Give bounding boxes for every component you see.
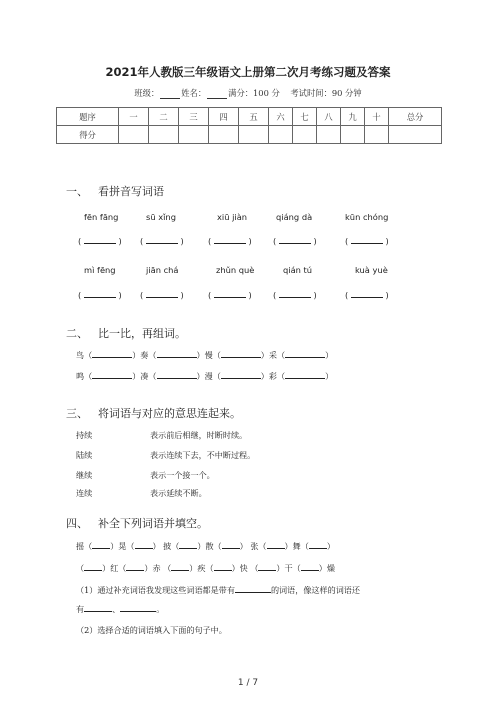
pinyin-item: qián tú: [283, 265, 313, 275]
section-4-heading: [66, 515, 208, 531]
match-word[interactable]: 陆续: [76, 450, 93, 460]
char-blank[interactable]: [171, 563, 189, 571]
char-blank[interactable]: [179, 541, 197, 549]
complete-line-2: （ ）红（ ）赤 （ ）疾（ ）快 （ ）干（ ）燥: [76, 563, 335, 573]
answer-blank[interactable]: ( ): [208, 236, 252, 246]
score-cell[interactable]: [209, 126, 239, 144]
answer-blank[interactable]: ( ): [78, 290, 122, 300]
section-number: 二、: [66, 327, 88, 340]
row-label: 得分: [57, 126, 119, 144]
answer-blank[interactable]: [84, 604, 112, 612]
complete-line-1: 摇（ ）晃（ ） 披（ ）散（ ） 张（ ）舞（ ）: [76, 541, 335, 551]
char-blank[interactable]: [214, 563, 232, 571]
score-table-header-row: [57, 108, 442, 126]
pinyin-item: mì fēng: [84, 265, 116, 275]
score-cell[interactable]: [149, 126, 179, 144]
class-label: 班级：: [134, 88, 160, 98]
name-blank[interactable]: [207, 90, 227, 99]
question-1-line-2: 有 、 。: [76, 604, 165, 614]
score-cell[interactable]: [317, 126, 341, 144]
section-title: 补全下列词语并填空。: [98, 517, 208, 530]
char-blank[interactable]: [258, 563, 276, 571]
match-word[interactable]: 持续: [76, 430, 93, 440]
answer-blank[interactable]: ( ): [345, 290, 389, 300]
header-cell: 总分: [389, 108, 442, 126]
page-number: 1 / 7: [237, 678, 259, 688]
pinyin-item: zhǔn què: [216, 265, 255, 275]
word-blank[interactable]: [92, 371, 132, 379]
answer-blank[interactable]: ( ): [345, 236, 389, 246]
score-cell[interactable]: [365, 126, 389, 144]
pinyin-item: kuà yuè: [355, 265, 388, 275]
pinyin-item: fēn fāng: [84, 212, 119, 222]
header-cell: 六: [269, 108, 293, 126]
word-blank[interactable]: [221, 350, 261, 358]
score-cell[interactable]: [341, 126, 365, 144]
char-blank[interactable]: [267, 541, 285, 549]
match-word[interactable]: 继续: [76, 470, 93, 480]
match-meaning[interactable]: 表示连续下去，不中断过程。: [150, 450, 256, 460]
word-blank[interactable]: [221, 371, 261, 379]
header-cell: 五: [239, 108, 269, 126]
header-cell: 三: [179, 108, 209, 126]
section-3-heading: [66, 405, 241, 421]
section-title: 看拼音写词语: [98, 185, 164, 198]
word-blank[interactable]: [285, 350, 325, 358]
answer-blank[interactable]: ( ): [208, 290, 252, 300]
match-meaning[interactable]: 表示一个接一个。: [150, 470, 215, 480]
section-1-heading: [66, 183, 164, 199]
section-number: 一、: [66, 185, 88, 198]
score-table: [56, 107, 442, 144]
word-blank[interactable]: [285, 371, 325, 379]
header-cell: 八: [317, 108, 341, 126]
exam-time: 考试时间：90 分钟: [290, 88, 362, 98]
header-cell: 二: [149, 108, 179, 126]
answer-blank[interactable]: ( ): [273, 290, 317, 300]
header-cell: 十: [365, 108, 389, 126]
pinyin-item: sū xǐng: [146, 212, 176, 222]
score-cell[interactable]: [293, 126, 317, 144]
char-blank[interactable]: [126, 563, 144, 571]
word-blank[interactable]: [92, 350, 132, 358]
full-score: 满分：100 分: [228, 88, 280, 98]
score-table-score-row: [57, 126, 442, 144]
match-meaning[interactable]: 表示延续不断。: [150, 488, 207, 498]
score-cell[interactable]: [119, 126, 149, 144]
score-cell[interactable]: [389, 126, 442, 144]
section-title: 比一比，再组词。: [98, 327, 186, 340]
char-blank[interactable]: [222, 541, 240, 549]
answer-blank[interactable]: ( ): [273, 236, 317, 246]
score-cell[interactable]: [239, 126, 269, 144]
question-1-line-1: （1）通过补充词语我发现这些词语都是带有 的词语，像这样的词语还: [76, 585, 360, 595]
section-number: 三、: [66, 407, 88, 420]
answer-blank[interactable]: ( ): [78, 236, 122, 246]
answer-blank[interactable]: [120, 604, 156, 612]
header-cell: 四: [209, 108, 239, 126]
pinyin-item: qiáng dà: [276, 212, 313, 222]
header-cell: 九: [341, 108, 365, 126]
char-blank[interactable]: [301, 563, 319, 571]
question-2: （2）选择合适的词语填入下面的句子中。: [76, 625, 227, 635]
pinyin-item: jiān chá: [146, 265, 179, 275]
score-cell[interactable]: [269, 126, 293, 144]
char-blank[interactable]: [84, 563, 102, 571]
word-blank[interactable]: [157, 371, 197, 379]
header-cell: 七: [293, 108, 317, 126]
section-2-heading: [66, 325, 186, 341]
section-number: 四、: [66, 517, 88, 530]
match-word[interactable]: 连续: [76, 488, 93, 498]
answer-blank[interactable]: ( ): [140, 236, 184, 246]
section-title: 将词语与对应的意思连起来。: [98, 407, 241, 420]
compare-line-1: 鸟（ ）奏（ ）慢（ ）采（ ）: [76, 350, 334, 360]
header-cell: 一: [119, 108, 149, 126]
match-meaning[interactable]: 表示前后相继，时断时续。: [150, 430, 248, 440]
class-blank[interactable]: [160, 90, 180, 99]
pinyin-item: kūn chóng: [345, 212, 389, 222]
char-blank[interactable]: [135, 541, 153, 549]
word-blank[interactable]: [157, 350, 197, 358]
answer-blank[interactable]: ( ): [140, 290, 184, 300]
answer-blank[interactable]: [235, 585, 271, 593]
page-title: 2021年人教版三年级语文上册第二次月考练习题及答案: [105, 65, 391, 79]
score-cell[interactable]: [179, 126, 209, 144]
pinyin-item: xiū jiàn: [217, 212, 248, 222]
name-label: 姓名：: [181, 88, 207, 98]
exam-meta: [0, 87, 496, 99]
compare-line-2: 鸣（ ）凑（ ）漫（ ）彩（ ）: [76, 371, 334, 381]
char-blank[interactable]: [92, 541, 110, 549]
char-blank[interactable]: [309, 541, 327, 549]
header-cell: 题序: [57, 108, 119, 126]
